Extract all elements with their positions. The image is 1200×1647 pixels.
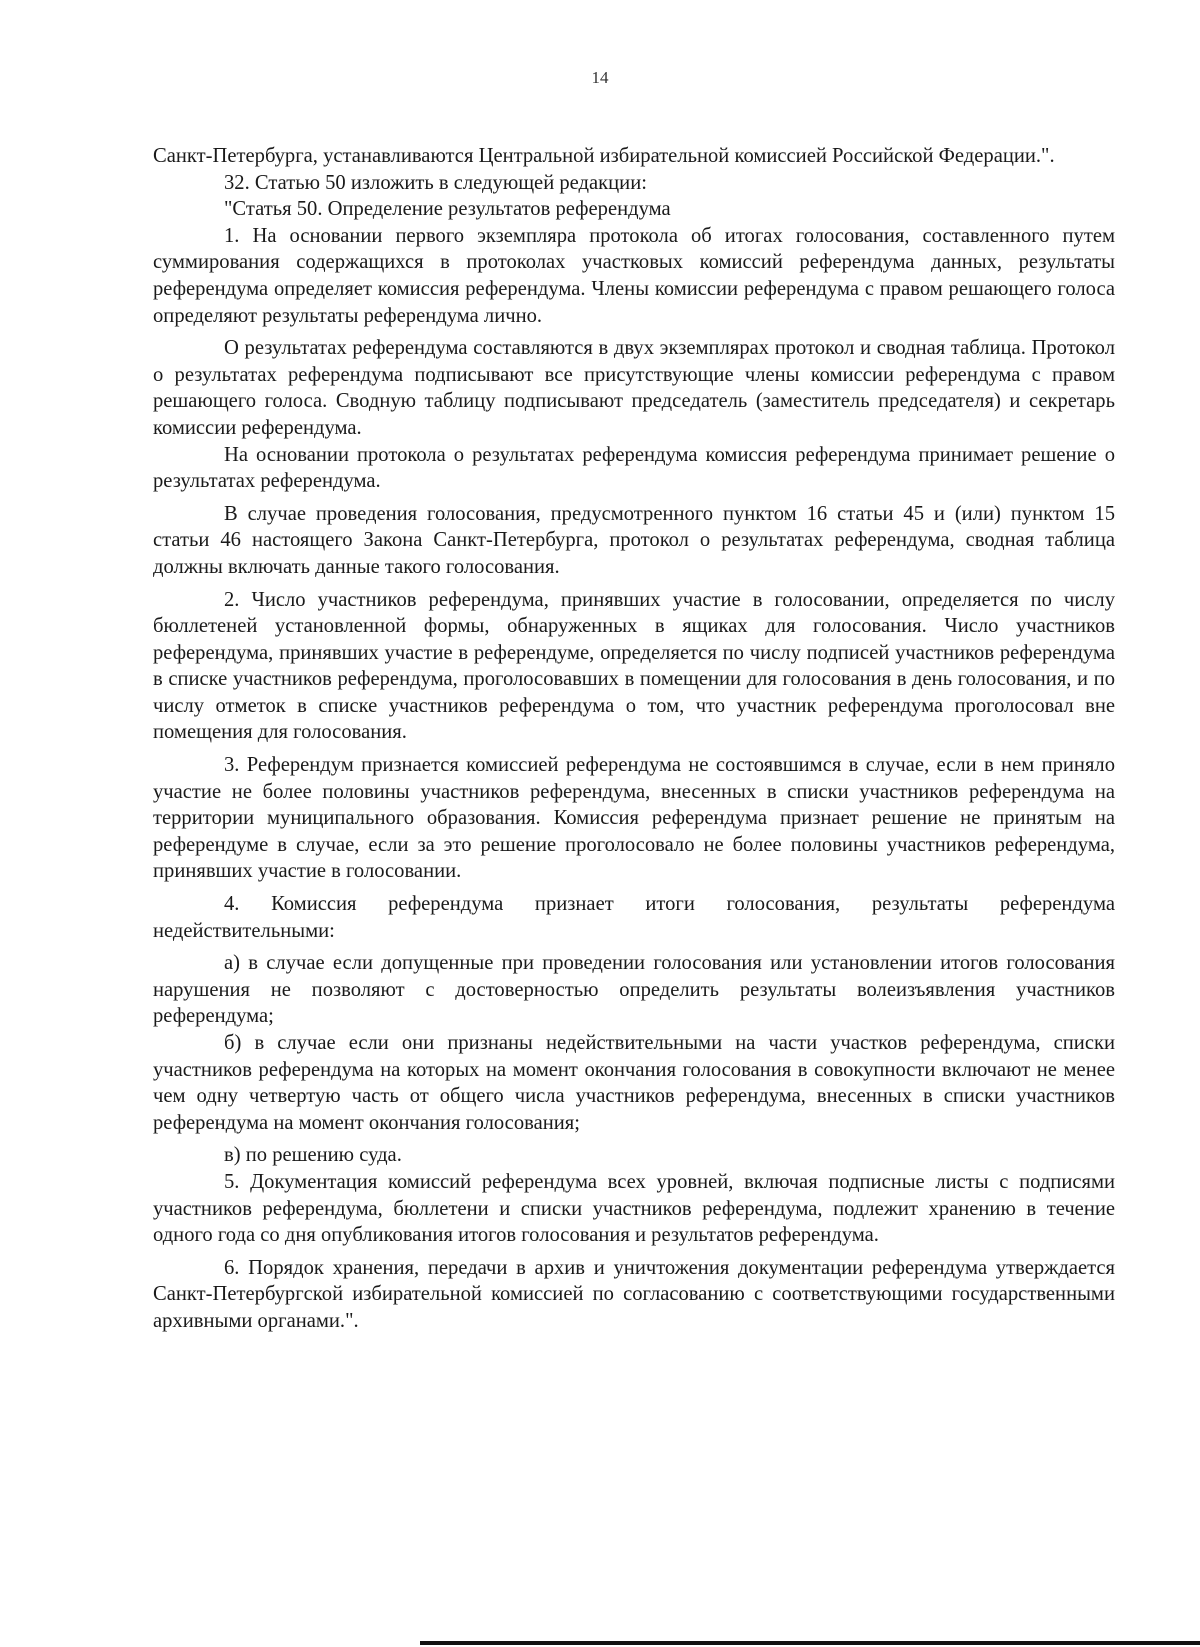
paragraph-clause-3: 3. Референдум признается комиссией референдума не состоявшимся в случае, если в нем приняло участие не более половины участников референдума, внесенных в списки участников референдума на территории муниципального образования. Комиссия референдума признает решение не принятым на референдуме в случае, если за это решение проголосовало не более половины участников референдума, принявших участие в голосовании. — [153, 754, 1115, 883]
paragraph-amendment-item: 32. Статью 50 изложить в следующей редакции: — [224, 171, 647, 194]
paragraph-clause-1-protocol: О результатах референдума составляются в двух экземплярах протокол и сводная таблица. Протокол о результатах референдума подписывают все присутствующие члены комиссии референдума с правом решающего голоса. Сводную таблицу подписывают председатель (заместитель председателя) и секретарь комиссии референдума. — [153, 337, 1115, 439]
paragraph-continuation: Санкт-Петербурга, устанавливаются Центральной избирательной комиссией Российской Федерации.". — [153, 145, 1055, 167]
paragraph-clause-1-decision: На основании протокола о результатах референдума комиссия референдума принимает решение о результатах референдума. — [153, 443, 1115, 493]
paragraph-clause-2: 2. Число участников референдума, принявших участие в голосовании, определяется по числу бюллетеней установленной формы, обнаруженных в ящиках для голосования. Число участников референдума, принявших участие в референдуме, определяется по числу подписей участников референдума в списке участников референдума, проголосовавших в помещении для голосования в день голосования, и по числу отметок в списке участников референдума о том, что участник референдума проголосовал вне помещения для голосования. — [153, 588, 1115, 744]
document-body — [153, 143, 1115, 1335]
paragraph-clause-5: 5. Документация комиссий референдума всех уровней, включая подписные листы с подписями участников референдума, бюллетени и списки участников референдума, подлежит хранению в течение одного года со дня опубликования итогов голосования и результатов референдума. — [153, 1170, 1115, 1247]
paragraph-clause-1: 1. На основании первого экземпляра протокола об итогах голосования, составленного путем суммирования содержащихся в протоколах участковых комиссий референдума данных, результаты референдума определяет комиссия референдума. Члены комиссии референдума с правом решающего голоса определяют результаты референдума лично. — [153, 224, 1115, 327]
paragraph-clause-4-c: в) по решению суда. — [224, 1144, 402, 1167]
paragraph-clause-4-b: б) в случае если они признаны недействительными на части участков референдума, списки участников референдума на которых на момент окончания голосования в совокупности включают не менее чем одну четвертую часть от общего числа участников референдума, внесенных в списки участников референдума на момент окончания голосования; — [153, 1032, 1115, 1134]
page-number: 14 — [591, 68, 609, 87]
paragraph-clause-1-voting-case: В случае проведения голосования, предусмотренного пунктом 16 статьи 45 и (или) пунктом 15 статьи 46 настоящего Закона Санкт-Петербурга, протокол о результатах референдума, сводная таблица должны включать данные такого голосования. — [153, 502, 1115, 578]
article-heading: "Статья 50. Определение результатов референдума — [224, 198, 671, 221]
paragraph-clause-4: 4. Комиссия референдума признает итоги голосования, результаты референдума недействительными: — [153, 893, 1115, 942]
scan-edge-line — [420, 1641, 1200, 1645]
paragraph-clause-6: 6. Порядок хранения, передачи в архив и уничтожения документации референдума утверждается Санкт-Петербургской избирательной комиссией по согласованию с соответствующими государственными архивными органами.". — [153, 1256, 1115, 1332]
paragraph-clause-4-a: а) в случае если допущенные при проведении голосования или установлении итогов голосования нарушения не позволяют с достоверностью определить результаты волеизъявления участников референдума; — [153, 952, 1115, 1028]
